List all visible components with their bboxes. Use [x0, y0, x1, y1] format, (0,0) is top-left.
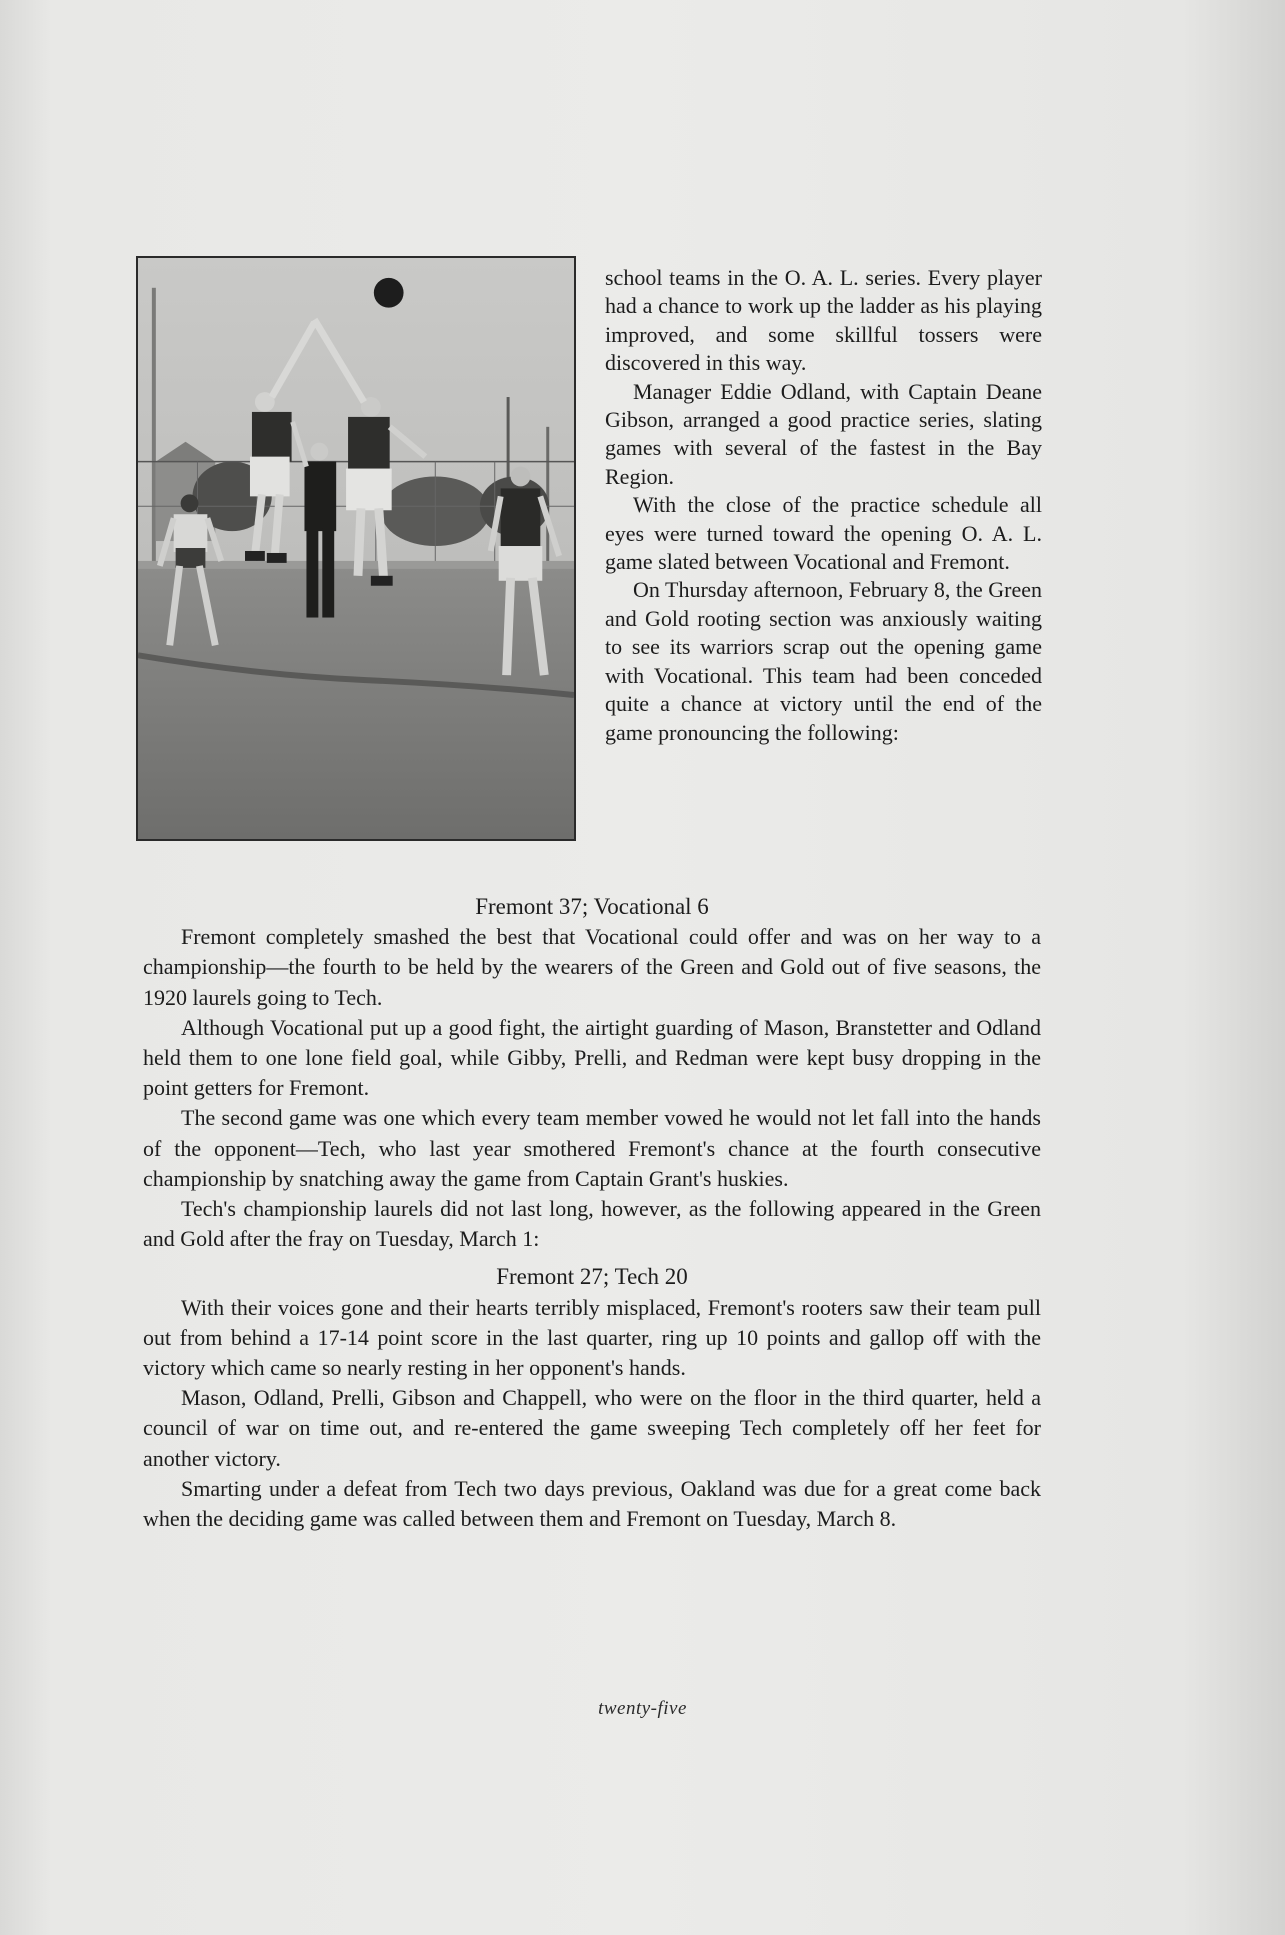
body-paragraph: Smarting under a defeat from Tech two days previous, Oakland was due for a great come back when the deciding game was called between them and Fremont on Tuesday, March 8.	[143, 1475, 1041, 1532]
basketball-photo	[136, 256, 576, 841]
main-body-text	[143, 892, 1041, 1534]
body-paragraph: Tech's championship laurels did not last long, however, as the following appeared in the Green and Gold after the fray on Tuesday, March 1:	[143, 1196, 1041, 1252]
body-paragraph: With their voices gone and their hearts terribly misplaced, Fremont's rooters saw their team pull out from behind a 17-14 point score in the last quarter, ring up 10 points and gallop off with the victory which came so nearly resting in her opponent's hands.	[143, 1294, 1041, 1381]
score-heading: Fremont 27; Tech 20	[496, 1264, 688, 1290]
basketball-photo-image	[138, 258, 574, 839]
body-paragraph: The second game was one which every team member vowed he would not let fall into the hands of the opponent—Tech, who last year smothered Fremont's chance at the fourth consecutive championship by snatching away the game from Captain Grant's huskies.	[143, 1105, 1041, 1191]
column-paragraph: Manager Eddie Odland, with Captain Deane Gibson, arranged a good practice series, slating games with several of the fastest in the Bay Region.	[605, 378, 1042, 489]
column-paragraph: school teams in the O. A. L. series. Every player had a chance to work up the ladder as his playing improved, and some skillful tossers were discovered in this way.	[605, 265, 1042, 376]
column-paragraph: With the close of the practice schedule all eyes were turned toward the opening O. A. L. game slated between Vocational and Fremont.	[605, 492, 1042, 575]
column-paragraph: On Thursday afternoon, February 8, the Green and Gold rooting section was anxiously waiting to see its warriors scrap out the opening game with Vocational. This team had been conceded quite a chance at victory until the end of the game pronouncing the following:	[605, 577, 1042, 745]
body-paragraph: Mason, Odland, Prelli, Gibson and Chappell, who were on the floor in the third quarter, held a council of war on time out, and re-entered the game sweeping Tech completely off her feet for another victory.	[143, 1385, 1041, 1471]
body-paragraph: Fremont completely smashed the best that Vocational could offer and was on her way to a championship—the fourth to be held by the wearers of the Green and Gold out of five seasons, the 1920 laurels going to Tech.	[143, 924, 1041, 1010]
right-column-text	[605, 264, 1042, 747]
body-paragraph: Although Vocational put up a good fight, the airtight guarding of Mason, Branstetter and Odland held them to one lone field goal, while Gibby, Prelli, and Redman were kept busy dropping in the point getters for Fremont.	[143, 1014, 1041, 1101]
score-heading: Fremont 37; Vocational 6	[475, 894, 709, 919]
page-number: twenty-five	[598, 1698, 687, 1719]
